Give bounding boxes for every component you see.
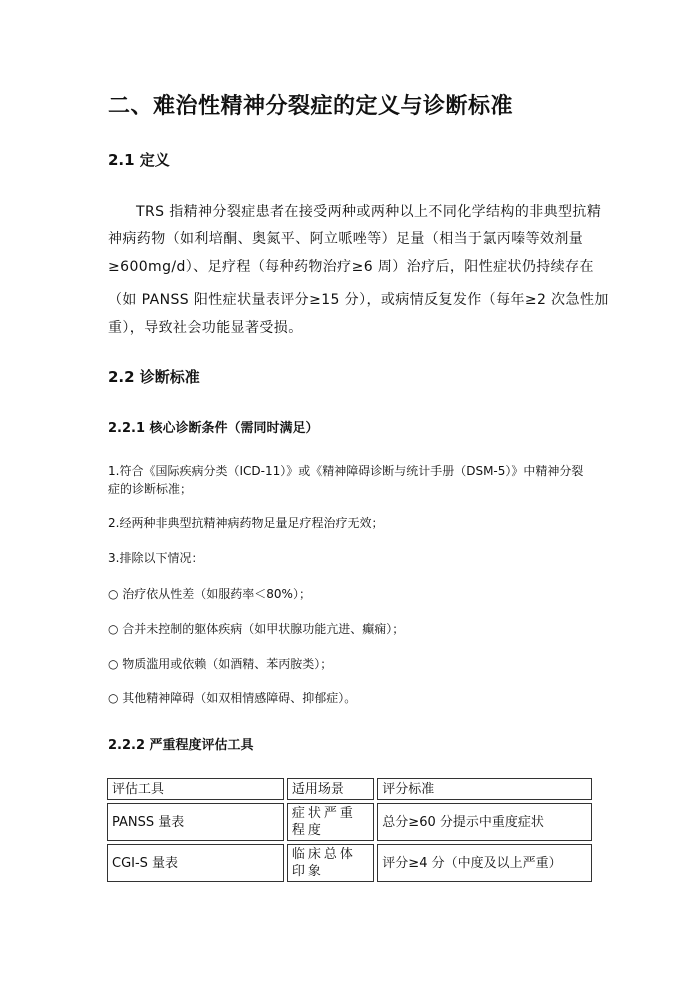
- severity-assessment-table: [104, 775, 595, 885]
- heading-2-2-2-severity-tools: 2.2.2 严重程度评估工具: [108, 738, 254, 753]
- heading-2-2-diagnostic-criteria: 2.2 诊断标准: [108, 368, 200, 386]
- table-cell: CGI-S 量表: [107, 844, 284, 882]
- heading-2-1-definition: 2.1 定义: [108, 151, 170, 169]
- table-header-row: [107, 778, 592, 800]
- definition-line-4: （如 PANSS 阳性症状量表评分≥15 分），或病情反复发作（每年≥2 次急性加: [108, 292, 609, 308]
- section-title: 二、难治性精神分裂症的定义与诊断标准: [108, 94, 514, 119]
- definition-line-5: 重），导致社会功能显著受损。: [108, 320, 303, 336]
- definition-line-3: ≥600mg/d）、足疗程（每种药物治疗≥6 周）治疗后，阳性症状仍持续存在: [108, 259, 594, 275]
- exclusion-item: ○ 治疗依从性差（如服药率＜80%）；: [108, 587, 311, 601]
- table-cell: 评分≥4 分（中度及以上严重）: [377, 844, 592, 882]
- criterion-1-line-2: 症的诊断标准；: [108, 482, 193, 496]
- exclusion-item: ○ 其他精神障碍（如双相情感障碍、抑郁症）。: [108, 691, 357, 705]
- criterion-1-line-1: 1.符合《国际疾病分类（ICD-11）》或《精神障碍诊断与统计手册（DSM-5）》中精神分裂: [108, 464, 584, 478]
- definition-line-2: 神病药物（如利培酮、奥氮平、阿立哌唑等）足量（相当于氯丙嗪等效剂量: [108, 231, 584, 247]
- table-cell: 临床总体印象: [287, 844, 374, 882]
- table-row: [107, 844, 592, 882]
- table-header-cell: 适用场景: [287, 778, 374, 800]
- criterion-2: 2.经两种非典型抗精神病药物足量足疗程治疗无效；: [108, 516, 384, 530]
- criterion-3: 3.排除以下情况：: [108, 551, 204, 565]
- table-cell: 总分≥60 分提示中重度症状: [377, 803, 592, 841]
- table-cell: 症状严重程度: [287, 803, 374, 841]
- definition-line-1: TRS 指精神分裂症患者在接受两种或两种以上不同化学结构的非典型抗精: [136, 204, 602, 220]
- table-header-cell: 评估工具: [107, 778, 284, 800]
- exclusion-item: ○ 物质滥用或依赖（如酒精、苯丙胺类）；: [108, 657, 333, 671]
- table-row: [107, 803, 592, 841]
- exclusion-item: ○ 合并未控制的躯体疾病（如甲状腺功能亢进、癫痫）；: [108, 622, 405, 636]
- table-cell: PANSS 量表: [107, 803, 284, 841]
- table-header-cell: 评分标准: [377, 778, 592, 800]
- heading-2-2-1-core-conditions: 2.2.1 核心诊断条件（需同时满足）: [108, 421, 319, 436]
